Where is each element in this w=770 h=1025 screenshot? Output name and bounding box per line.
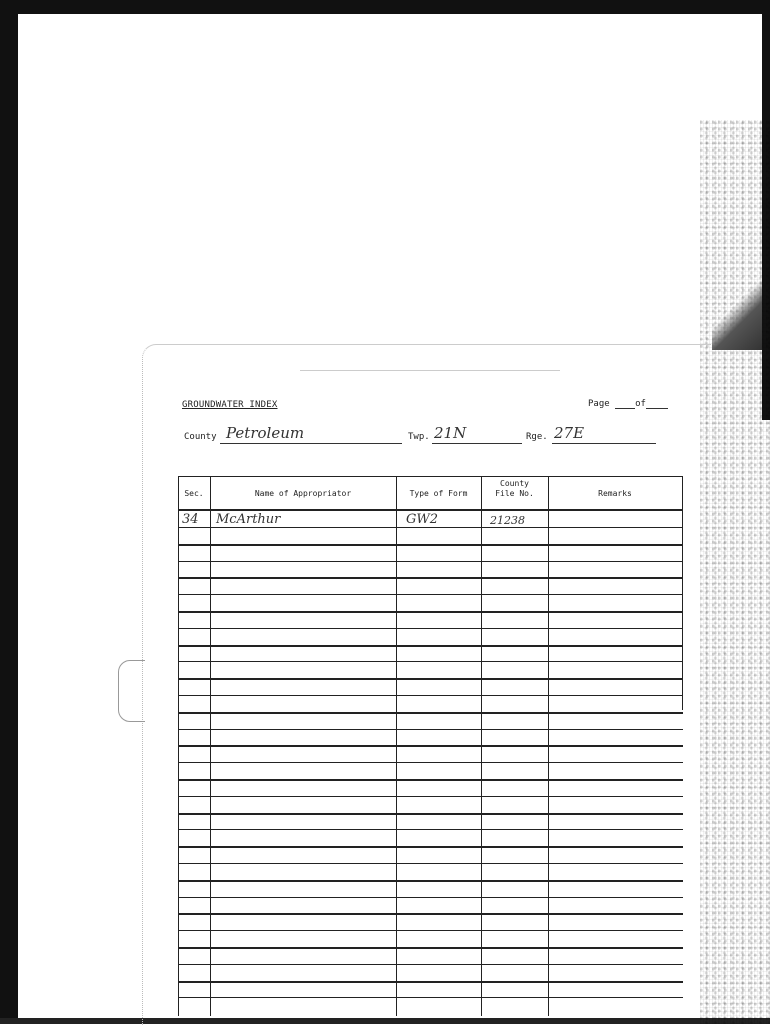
table-row-rule [178, 964, 683, 965]
table-row-rule [178, 863, 683, 864]
page-label: Page [588, 399, 610, 409]
rge-underline [552, 443, 656, 444]
twp-label: Twp. [408, 432, 430, 442]
county-underline [220, 443, 402, 444]
table-row-rule [178, 712, 683, 714]
page-number-blank[interactable] [615, 398, 635, 409]
header-sec: Sec. [184, 489, 204, 498]
location-row [184, 426, 664, 446]
table-row-rule [178, 695, 683, 696]
table-row-rule [178, 678, 683, 680]
header-county-file [481, 479, 548, 499]
header-name: Name of Appropriator [254, 489, 352, 498]
table-row-rule [178, 594, 683, 595]
page-number-field [588, 398, 668, 409]
table-row-rule [178, 779, 683, 781]
table-row-rule [178, 913, 683, 915]
table-row-rule [178, 544, 683, 546]
table-row-rule [178, 745, 683, 747]
table-top-border [178, 476, 683, 477]
table-row-rule [178, 846, 683, 848]
table-row-rule [178, 577, 683, 579]
row-1-type[interactable]: GW2 [406, 512, 439, 527]
faint-rule [300, 370, 560, 371]
county-value[interactable]: Petroleum [226, 424, 305, 442]
groundwater-table [178, 476, 683, 1016]
scan-top-border [0, 0, 770, 14]
county-label: County [184, 432, 217, 442]
table-row-rule [178, 880, 683, 882]
scan-shadow-corner [712, 280, 762, 350]
rge-value[interactable]: 27E [554, 424, 585, 442]
header-type: Type of Form [409, 489, 468, 498]
row-1-name[interactable]: McArthur [216, 512, 281, 527]
table-row-rule [178, 527, 683, 528]
table-row-rule [178, 611, 683, 613]
rge-label: Rge. [526, 432, 548, 442]
row-1-sec[interactable]: 34 [182, 512, 199, 527]
table-row-rule [178, 645, 683, 647]
table-row-rule [178, 829, 683, 830]
table-row-rule [178, 813, 683, 815]
folder-tab-notch [118, 660, 145, 722]
table-row-rule [178, 796, 683, 797]
table-row-rule [178, 947, 683, 949]
table-right-border [682, 476, 683, 710]
header-county-file-line2: File No. [495, 489, 534, 498]
row-1-file-no[interactable]: 21238 [490, 514, 525, 527]
table-row-rule [178, 661, 683, 662]
twp-value[interactable]: 21N [434, 424, 467, 442]
table-row-rule [178, 628, 683, 629]
form-title: GROUNDWATER INDEX [182, 400, 278, 410]
table-row-rule [178, 997, 683, 998]
of-label: of [635, 399, 646, 409]
table-row-rule [178, 762, 683, 763]
page-total-blank[interactable] [646, 398, 668, 409]
scan-left-border [0, 0, 18, 1024]
header-remarks: Remarks [598, 489, 632, 498]
table-row-rule [178, 897, 683, 898]
table-row-rule [178, 981, 683, 983]
twp-underline [432, 443, 522, 444]
header-county-file-line1: County [500, 479, 529, 488]
table-row-rule [178, 729, 683, 730]
header-bottom-rule [178, 509, 683, 511]
table-row-rule [178, 930, 683, 931]
table-row-rule [178, 561, 683, 562]
